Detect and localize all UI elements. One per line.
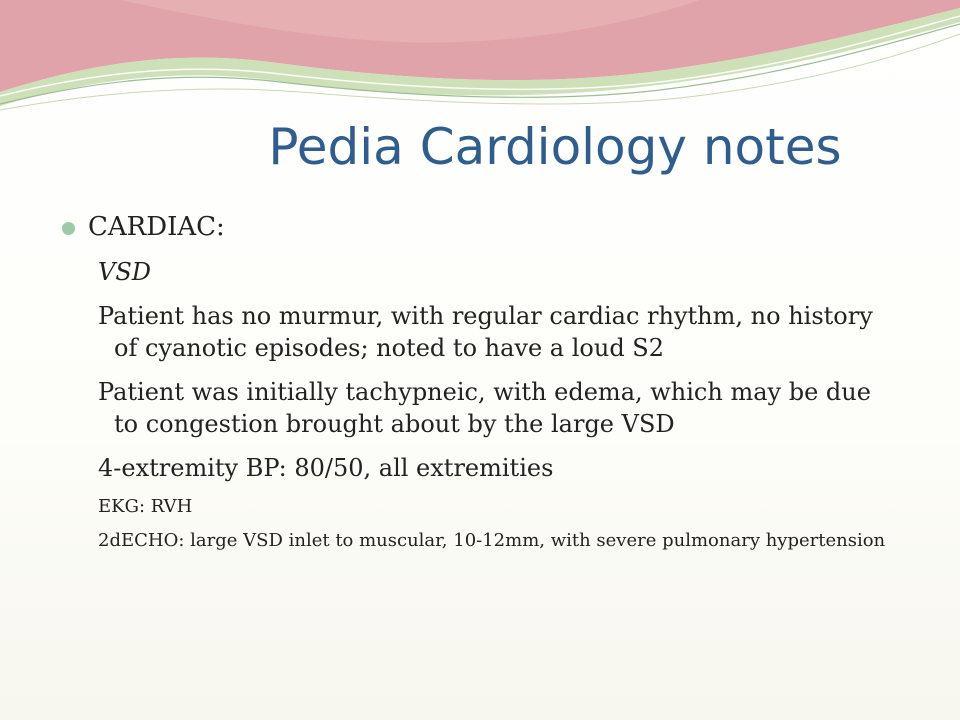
line-tachypneic: Patient was initially tachypneic, with edema, which may be due to congestion brought about by the large VSD bbox=[98, 378, 871, 438]
bullet-dot-icon bbox=[62, 222, 75, 235]
header-wave-decoration bbox=[0, 0, 960, 120]
line-bp: 4-extremity BP: 80/50, all extremities bbox=[98, 454, 554, 482]
bullet-cardiac bbox=[62, 210, 892, 244]
line-ekg: EKG: RVH bbox=[98, 496, 193, 517]
slide-title: Pedia Cardiology notes bbox=[268, 118, 842, 176]
slide-content bbox=[62, 210, 892, 564]
line-murmur: Patient has no murmur, with regular cardiac rhythm, no history of cyanotic episodes; noted to have a loud S2 bbox=[98, 302, 873, 362]
line-echo: 2dECHO: large VSD inlet to muscular, 10-12mm, with severe pulmonary hypertension bbox=[98, 530, 886, 551]
line-diagnosis: VSD bbox=[98, 258, 152, 286]
bullet-label: CARDIAC: bbox=[88, 212, 225, 242]
